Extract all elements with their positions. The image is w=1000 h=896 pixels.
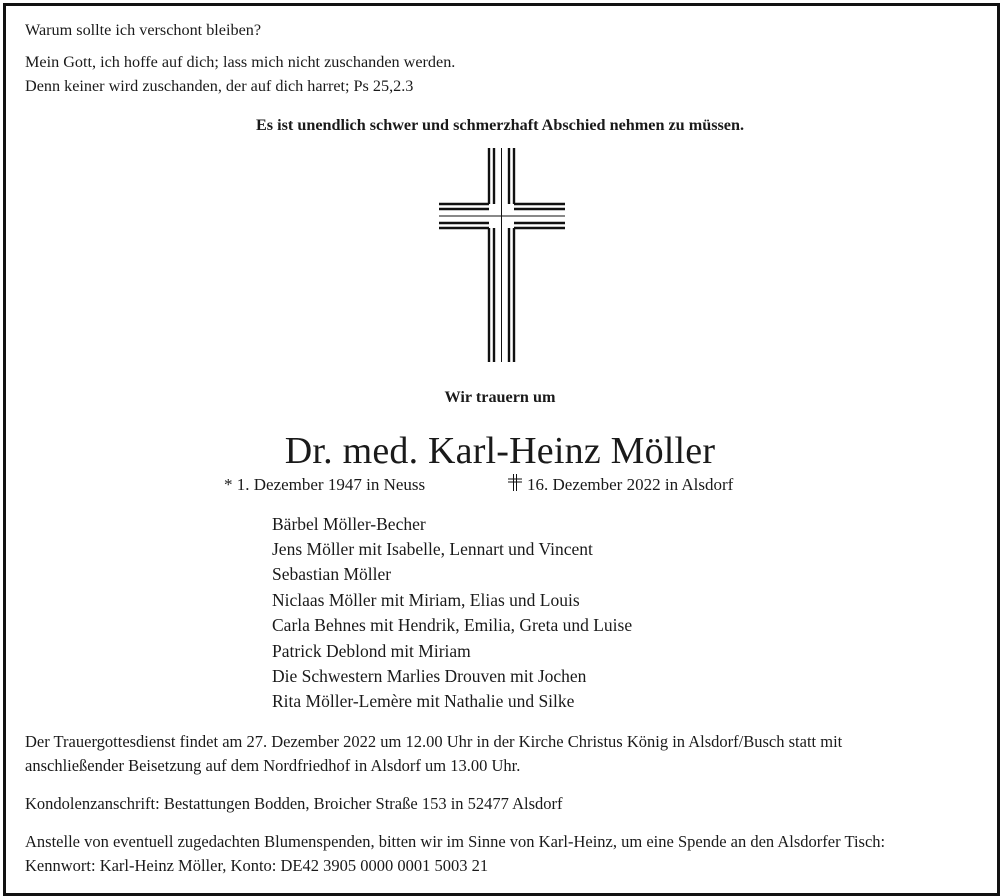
psalm-line-3: Denn keiner wird zuschanden, der auf dich harret; Ps 25,2.3 <box>25 77 414 95</box>
death-cross-icon <box>508 474 522 492</box>
mourner-item: Jens Möller mit Isabelle, Lennart und Vincent <box>272 539 593 559</box>
death-date: 16. Dezember 2022 in Alsdorf <box>527 475 734 494</box>
mourner-item: Rita Möller-Lemère mit Nathalie und Silke <box>272 691 575 711</box>
mourner-item: Carla Behnes mit Hendrik, Emilia, Greta und Luise <box>272 615 633 635</box>
farewell-heading: Es ist unendlich schwer und schmerzhaft Abschied nehmen zu müssen. <box>255 116 745 134</box>
mourner-item: Patrick Deblond mit Miriam <box>272 641 471 661</box>
mourning-intro: Wir trauern um <box>444 388 556 406</box>
service-line-1: Der Trauergottesdienst findet am 27. Dezember 2022 um 12.00 Uhr in der Kirche Christus König in Alsdorf/Busch statt mit <box>25 732 843 751</box>
mourner-item: Die Schwestern Marlies Drouven mit Jochen <box>272 666 587 686</box>
psalm-line-2: Mein Gott, ich hoffe auf dich; lass mich nicht zuschanden werden. <box>25 53 456 71</box>
donation-line-2: Kennwort: Karl-Heinz Möller, Konto: DE42 3905 0000 0001 5003 21 <box>25 856 489 875</box>
psalm-line-1: Warum sollte ich verschont bleiben? <box>25 21 262 39</box>
condolence-address: Kondolenzanschrift: Bestattungen Bodden, Broicher Straße 153 in 52477 Alsdorf <box>25 794 563 813</box>
donation-line-1: Anstelle von eventuell zugedachten Blumenspenden, bitten wir im Sinne von Karl-Heinz, um eine Spende an den Alsdorfer Tisch: <box>25 832 886 851</box>
service-line-2: anschließender Beisetzung auf dem Nordfriedhof in Alsdorf um 13.00 Uhr. <box>25 756 521 775</box>
birth-date: * 1. Dezember 1947 in Neuss <box>224 475 426 494</box>
mourner-item: Sebastian Möller <box>272 564 392 584</box>
mourner-item: Niclaas Möller mit Miriam, Elias und Louis <box>272 590 580 610</box>
deceased-name: Dr. med. Karl-Heinz Möller <box>284 430 716 472</box>
cross-icon <box>439 148 567 364</box>
mourner-item: Bärbel Möller-Becher <box>272 514 426 534</box>
